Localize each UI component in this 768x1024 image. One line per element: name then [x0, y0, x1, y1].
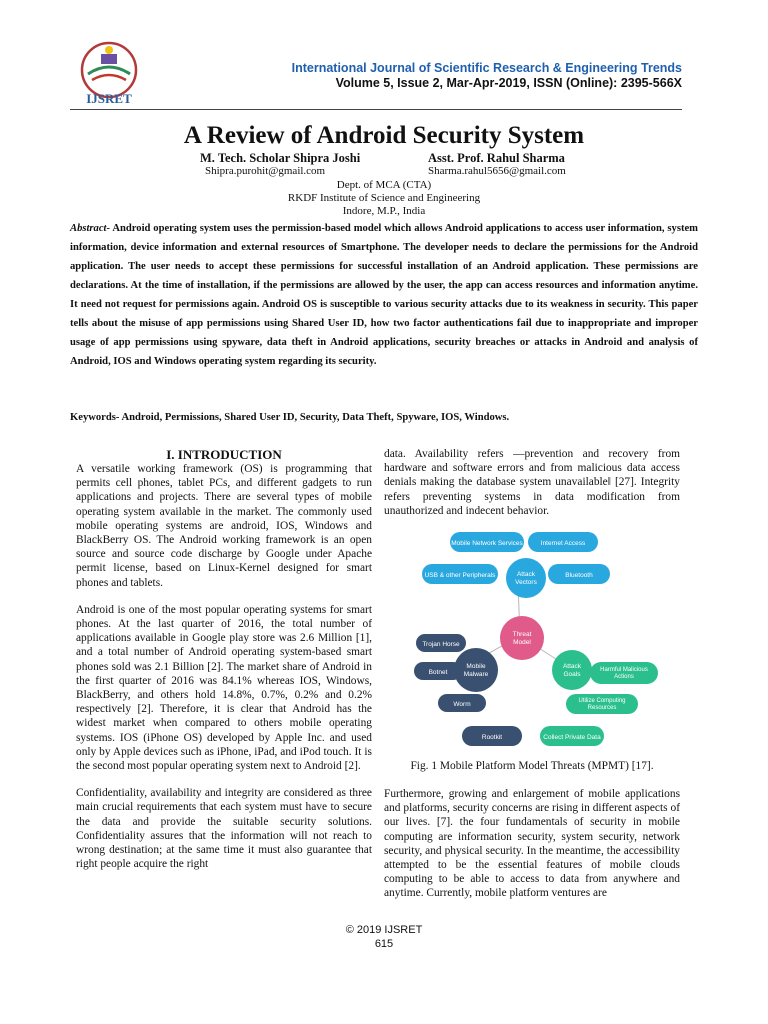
- paragraph: data. Availability refers —prevention and recovery from hardware and software errors and from malicious data access denials making the database system unavailable‖ [27]. Integrity refers preventing systems in data modification from unauthorized and indecent behavior.: [384, 448, 680, 517]
- attack-vectors-line: Vectors: [515, 579, 537, 586]
- header-rule: [70, 109, 682, 110]
- threat-model-label: Threat Model: [512, 631, 532, 646]
- footer-copyright: © 2019 IJSRET: [345, 924, 423, 936]
- paragraph: Furthermore, growing and enlargement of mobile applications and platforms, security concerns are rising in different aspects of our lives. [7]. the four fundamentals of security in mobile computing are information security, system security, network security, and physical security. In the meantime, the accessibility attempted to be the essential features of mobile clouds computing to be able to access to data from anywhere and anytime. Currently, mobile platform ventures are: [384, 788, 680, 900]
- attack-vectors-node: [506, 558, 546, 598]
- goal-item: Utilize Computing Resources: [578, 698, 626, 711]
- threat-model-node: [500, 616, 544, 660]
- abstract: [70, 219, 698, 371]
- attack-goals-label: Attack Goals: [562, 663, 582, 678]
- paragraph: A versatile working framework (OS) is programming that permits cell phones, tablet PCs, and different gadgets to run applications and projects. There are several types of mobile operating system available in the market. The commonly used mobile operating systems are android, IOS, Windows and BlackBerry OS. The Android working framework is an open source and source code discharge by Google under Apache permit license, based on Linux-Kernel designed for smart phones and tablets.: [76, 463, 372, 589]
- journal-logo: [70, 40, 148, 108]
- right-column-bottom: [384, 787, 680, 914]
- page-number: 615: [374, 938, 394, 950]
- section-heading-introduction: I. INTRODUCTION: [166, 447, 282, 462]
- logo-text: IJSRET: [86, 91, 132, 106]
- left-column: [76, 462, 372, 884]
- keywords: Keywords- Android, Permissions, Shared User ID, Security, Data Theft, Spyware, IOS, Windows.: [70, 412, 510, 423]
- abstract-text: Android operating system uses the permission-based model which allows Android applications to access user information, system information, device information and external resources of Smartphone. The developer needs to declare the permissions for the Android application. The user needs to accept these permissions for successful installation of an Android application. These permissions are declarations. At the time of installation, if the permissions are allowed by the user, the app can access resources and information anytime. It need not request for permissions again. Android OS is susceptible to various security attacks due to its weakness in security. This paper tells about the misuse of app permissions using Shared User ID, how two factor authentications fail due to inappropriate and improper usage of app permissions using spyware, data theft in Android applications, security breaches or attacks in Android and analysis of Android, IOS and Windows operating system regarding its security.: [70, 223, 698, 367]
- paragraph: Android is one of the most popular operating systems for smart phones. At the last quarter of 2016, the total number of applications available in Google play store was 2.6 Million [1], and a total number of Android operating system-based smart phones sold was 2.1 Billion [2]. The market share of Android in the first quarter of 2016 was 84.1% whereas IOS, Windows, BlackBerry, and others hold 14.8%, 0.7%, 0.2% and 0.2% respectively [2]. Therefore, it is clear that Android has the widest market when compared to others mobile operating systems. IOS (iPhone OS) developed by Apple Inc. and used only by Apple devices such as iPhone, iPad, and iPod touch. It is the second most popular operating system next to Android [2].: [76, 603, 372, 773]
- vector-item: Bluetooth: [565, 572, 593, 579]
- vector-item: USB & other Peripherals: [424, 572, 496, 579]
- malware-item: Worm: [453, 701, 471, 708]
- affiliation-location: Indore, M.P., India: [342, 205, 426, 217]
- malware-item: Botnet: [428, 669, 448, 676]
- abstract-label: Abstract-: [70, 223, 111, 234]
- author-1-name: M. Tech. Scholar Shipra Joshi: [200, 151, 361, 165]
- vector-item: Internet Access: [540, 540, 586, 547]
- paper-title: A Review of Android Security System: [183, 122, 585, 149]
- journal-issue-line: Volume 5, Issue 2, Mar-Apr-2019, ISSN (Online): 2395-566X: [335, 76, 682, 90]
- author-1-email: Shipra.purohit@gmail.com: [205, 165, 326, 177]
- mobile-malware-node: [454, 648, 498, 692]
- paragraph: Confidentiality, availability and integrity are considered as three main crucial requirements that each system must have to secure the data and provide the suitable security solutions. Confidentiality assures that the information will not reach to wrong destination; at the same time it must also guarantee that right people acquire the right: [76, 787, 372, 871]
- threat-model-diagram: [410, 528, 670, 750]
- goal-item: Harmful Malicious Actions: [600, 667, 648, 680]
- vector-item: Mobile Network Services: [451, 540, 523, 547]
- right-column-top: [384, 447, 680, 531]
- journal-name: International Journal of Scientific Research & Engineering Trends: [291, 61, 682, 75]
- figure-caption: Fig. 1 Mobile Platform Model Threats (MPMT) [17].: [410, 760, 654, 772]
- author-2-name: Asst. Prof. Rahul Sharma: [428, 151, 565, 165]
- affiliation-institute: RKDF Institute of Science and Engineering: [287, 192, 481, 204]
- attack-goals-node: [552, 650, 592, 690]
- affiliation-dept: Dept. of MCA (CTA): [336, 179, 432, 191]
- author-2-email: Sharma.rahul5656@gmail.com: [428, 165, 566, 177]
- goal-item: Collect Private Data: [543, 734, 601, 741]
- malware-item: Rootkit: [481, 734, 503, 741]
- mobile-malware-label: Mobile Malware: [463, 663, 489, 678]
- attack-vectors-line: Attack: [516, 571, 536, 578]
- malware-item: Trojan Horse: [422, 641, 460, 648]
- attack-vectors-label: [515, 571, 537, 586]
